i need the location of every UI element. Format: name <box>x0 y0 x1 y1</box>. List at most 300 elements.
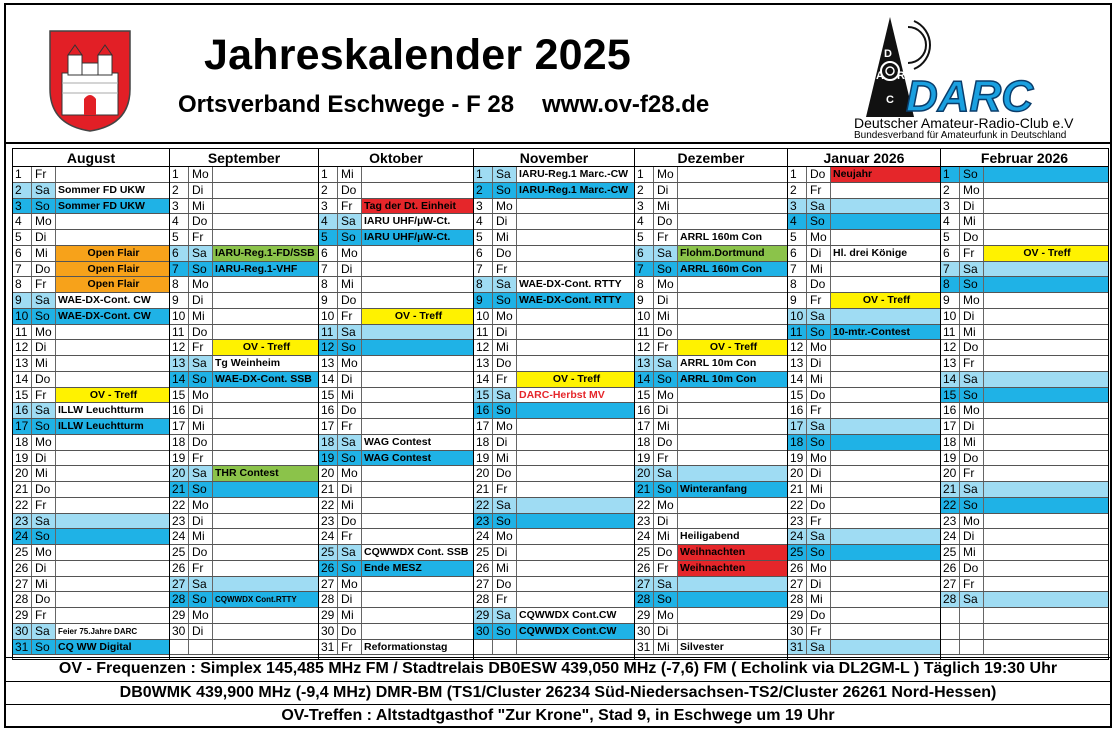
day-row <box>788 451 940 467</box>
day-number: 21 <box>474 482 493 497</box>
weekday: Sa <box>493 167 517 182</box>
day-event: CQWWDX Cont.CW <box>519 624 617 637</box>
day-row <box>170 482 318 498</box>
day-event: Heiligabend <box>680 530 740 543</box>
day-row <box>635 451 787 467</box>
day-event <box>831 230 940 245</box>
day-row <box>13 435 169 451</box>
day-number: 2 <box>474 183 493 198</box>
day-number: 2 <box>941 183 960 198</box>
day-event <box>362 608 473 623</box>
day-number: 20 <box>788 466 807 481</box>
day-number: 16 <box>474 403 493 418</box>
day-number: 12 <box>941 340 960 355</box>
day-number: 20 <box>13 466 32 481</box>
day-event <box>213 325 318 340</box>
day-number: 7 <box>319 262 338 277</box>
day-number: 18 <box>635 435 654 450</box>
website-link[interactable]: www.ov-f28.de <box>542 91 710 118</box>
day-event <box>56 466 169 481</box>
day-row <box>635 183 787 199</box>
darc-full-name: Deutscher Amateur-Radio-Club e.V <box>854 115 1074 131</box>
day-number: 26 <box>941 561 960 576</box>
day-number: 17 <box>788 419 807 434</box>
day-event: WAE-DX-Cont. RTTY <box>517 277 634 292</box>
weekday: Mo <box>189 167 213 182</box>
day-event <box>517 246 634 261</box>
day-row <box>635 608 787 624</box>
weekday: So <box>807 214 831 229</box>
weekday: Fr <box>960 356 984 371</box>
day-row <box>788 592 940 608</box>
weekday: Do <box>960 340 984 355</box>
day-event: CQWWDX Cont.CW <box>517 608 634 623</box>
weekday: Fr <box>338 529 362 544</box>
day-row <box>13 388 169 404</box>
day-row <box>13 372 169 388</box>
day-row <box>941 561 1108 577</box>
day-row <box>170 451 318 467</box>
day-number: 3 <box>941 199 960 214</box>
day-number: 23 <box>941 514 960 529</box>
day-number <box>170 640 189 655</box>
weekday: So <box>654 372 678 387</box>
day-event <box>517 199 634 214</box>
day-number: 31 <box>788 640 807 655</box>
day-number: 11 <box>788 325 807 340</box>
day-event <box>984 183 1108 198</box>
weekday: Fr <box>32 388 56 403</box>
day-row <box>941 545 1108 561</box>
day-event: Feier 75.Jahre DARC <box>56 624 169 639</box>
weekday: Mo <box>189 498 213 513</box>
weekday: So <box>807 435 831 450</box>
day-row <box>170 340 318 356</box>
day-number: 19 <box>941 451 960 466</box>
weekday: So <box>960 277 984 292</box>
day-row <box>635 214 787 230</box>
day-event <box>984 356 1108 371</box>
footer-dmr: DB0WMK 439,900 MHz (-9,4 MHz) DMR-BM (TS1/Cluster 26234 Süd-Niedersachsen-TS2/Cluster 26261 Nord-Hessen) <box>6 681 1110 705</box>
weekday: Mo <box>338 246 362 261</box>
weekday: Fr <box>493 482 517 497</box>
day-event <box>213 624 318 639</box>
day-number: 28 <box>788 592 807 607</box>
day-number: 16 <box>788 403 807 418</box>
day-number: 30 <box>170 624 189 639</box>
day-number: 22 <box>474 498 493 513</box>
month-column <box>940 148 1109 660</box>
weekday: Mo <box>960 403 984 418</box>
day-row <box>319 214 473 230</box>
day-event: OV - Treff <box>831 293 940 308</box>
day-number: 21 <box>13 482 32 497</box>
day-event <box>517 561 634 576</box>
day-number: 27 <box>319 577 338 592</box>
day-event <box>984 388 1108 403</box>
day-row <box>319 183 473 199</box>
day-row <box>941 340 1108 356</box>
day-row <box>941 514 1108 530</box>
weekday: Mo <box>189 608 213 623</box>
day-row <box>635 167 787 183</box>
day-number: 8 <box>941 277 960 292</box>
weekday: Do <box>654 325 678 340</box>
day-event <box>678 388 787 403</box>
weekday: Mi <box>654 640 678 655</box>
day-row <box>13 514 169 530</box>
weekday: So <box>493 624 517 639</box>
day-event <box>213 451 318 466</box>
day-row <box>474 545 634 561</box>
day-event: OV - Treff <box>984 246 1108 261</box>
day-row <box>170 167 318 183</box>
darc-letter-a: A <box>876 70 884 82</box>
weekday: Di <box>189 293 213 308</box>
day-number: 16 <box>13 403 32 418</box>
weekday: Mo <box>807 561 831 576</box>
weekday: Mi <box>189 309 213 324</box>
day-row <box>788 545 940 561</box>
day-number: 28 <box>474 592 493 607</box>
weekday: Di <box>960 199 984 214</box>
day-number: 3 <box>635 199 654 214</box>
day-event <box>678 277 787 292</box>
day-number: 18 <box>319 435 338 450</box>
calendar-frame <box>4 3 1112 728</box>
weekday: Sa <box>32 403 56 418</box>
day-row <box>635 372 787 388</box>
day-number: 10 <box>635 309 654 324</box>
weekday: So <box>654 482 678 497</box>
day-number: 18 <box>170 435 189 450</box>
day-number: 23 <box>474 514 493 529</box>
day-event: Hl. drei Könige <box>833 246 908 259</box>
day-row <box>788 262 940 278</box>
weekday: Do <box>493 356 517 371</box>
day-event: Ende MESZ <box>364 561 422 574</box>
day-number: 15 <box>788 388 807 403</box>
day-event: WAE-DX-Cont. SSB <box>215 372 312 385</box>
day-row <box>13 466 169 482</box>
weekday: Sa <box>960 592 984 607</box>
day-row <box>474 577 634 593</box>
eschwege-crest-icon <box>48 29 132 133</box>
weekday: Fr <box>32 277 56 292</box>
day-row <box>170 293 318 309</box>
day-event <box>56 561 169 576</box>
day-row <box>319 640 473 656</box>
weekday: Fr <box>654 451 678 466</box>
day-event <box>984 451 1108 466</box>
day-event <box>56 340 169 355</box>
day-row <box>13 482 169 498</box>
day-number: 16 <box>319 403 338 418</box>
day-number: 26 <box>635 561 654 576</box>
day-number: 4 <box>941 214 960 229</box>
day-row <box>13 293 169 309</box>
day-event <box>362 372 473 387</box>
weekday: Mo <box>960 514 984 529</box>
day-row <box>788 514 940 530</box>
day-row <box>474 498 634 514</box>
weekday: Fr <box>807 514 831 529</box>
day-number: 14 <box>474 372 493 387</box>
day-row <box>941 466 1108 482</box>
weekday: Fr <box>32 498 56 513</box>
day-row <box>941 356 1108 372</box>
day-event <box>56 577 169 592</box>
day-row <box>13 325 169 341</box>
day-event <box>56 608 169 623</box>
day-number: 3 <box>474 199 493 214</box>
weekday: Sa <box>338 325 362 340</box>
day-event: THR Contest <box>213 466 318 481</box>
weekday: Sa <box>654 577 678 592</box>
day-event <box>984 309 1108 324</box>
day-rows <box>941 167 1108 659</box>
day-event: CQWWDX Cont. SSB <box>362 545 473 560</box>
weekday: So <box>32 309 56 324</box>
day-row <box>788 435 940 451</box>
day-event <box>831 608 940 623</box>
day-rows <box>788 167 940 659</box>
day-event <box>517 545 634 560</box>
day-event <box>362 293 473 308</box>
day-number: 25 <box>941 545 960 560</box>
day-event <box>517 356 634 371</box>
day-event <box>362 514 473 529</box>
day-row <box>170 199 318 215</box>
day-row <box>635 514 787 530</box>
weekday: Mo <box>654 167 678 182</box>
day-event: Sommer FD UKW <box>56 183 169 198</box>
day-row <box>635 246 787 262</box>
day-event <box>213 167 318 182</box>
day-row <box>474 640 634 656</box>
weekday: Sa <box>960 262 984 277</box>
day-number: 13 <box>941 356 960 371</box>
day-number: 14 <box>13 372 32 387</box>
day-event <box>984 466 1108 481</box>
month-column <box>473 148 635 660</box>
day-row <box>474 561 634 577</box>
day-row <box>635 293 787 309</box>
day-number: 26 <box>170 561 189 576</box>
day-event <box>831 340 940 355</box>
day-number: 29 <box>13 608 32 623</box>
day-event <box>984 577 1108 592</box>
weekday: Di <box>654 624 678 639</box>
weekday: So <box>960 388 984 403</box>
day-row <box>635 230 787 246</box>
day-row <box>941 183 1108 199</box>
day-number: 12 <box>635 340 654 355</box>
weekday: Di <box>493 325 517 340</box>
day-number: 29 <box>788 608 807 623</box>
day-number: 13 <box>474 356 493 371</box>
day-event <box>213 183 318 198</box>
weekday: Sa <box>807 529 831 544</box>
weekday: So <box>493 403 517 418</box>
day-row <box>13 640 169 656</box>
day-number: 11 <box>13 325 32 340</box>
day-event: IARU-Reg.1-VHF <box>215 262 298 275</box>
day-number: 2 <box>788 183 807 198</box>
day-row <box>941 529 1108 545</box>
day-row <box>13 498 169 514</box>
day-event <box>517 451 634 466</box>
day-number: 20 <box>319 466 338 481</box>
weekday: Sa <box>493 498 517 513</box>
day-event: WAE-DX-Cont. CW <box>58 309 151 322</box>
day-number: 29 <box>170 608 189 623</box>
darc-tagline: Bundesverband für Amateurfunk in Deutschland <box>854 130 1067 141</box>
day-number: 11 <box>635 325 654 340</box>
day-event: OV - Treff <box>517 372 634 387</box>
day-row <box>170 388 318 404</box>
day-row <box>941 199 1108 215</box>
weekday: Di <box>807 466 831 481</box>
day-row <box>474 624 634 640</box>
day-number: 4 <box>319 214 338 229</box>
day-event <box>831 561 940 576</box>
day-number: 30 <box>788 624 807 639</box>
day-row <box>319 435 473 451</box>
day-number: 24 <box>635 529 654 544</box>
weekday: So <box>493 293 517 308</box>
weekday: Di <box>338 262 362 277</box>
day-number: 14 <box>941 372 960 387</box>
day-number: 24 <box>474 529 493 544</box>
day-number: 26 <box>788 561 807 576</box>
day-number: 16 <box>170 403 189 418</box>
day-row <box>170 529 318 545</box>
weekday: Mi <box>189 419 213 434</box>
day-number: 12 <box>170 340 189 355</box>
weekday: Di <box>32 340 56 355</box>
day-event: Flohm.Dortmund <box>678 246 787 261</box>
weekday: Mi <box>338 167 362 182</box>
day-event <box>678 592 787 607</box>
day-event <box>831 624 940 639</box>
weekday: Mo <box>189 277 213 292</box>
day-number: 20 <box>170 466 189 481</box>
day-row <box>170 498 318 514</box>
weekday: Mi <box>807 482 831 497</box>
day-number: 13 <box>13 356 32 371</box>
day-number: 13 <box>788 356 807 371</box>
day-row <box>635 388 787 404</box>
day-row <box>474 592 634 608</box>
day-number: 22 <box>788 498 807 513</box>
day-number: 29 <box>319 608 338 623</box>
weekday: Do <box>807 167 831 182</box>
day-number: 25 <box>319 545 338 560</box>
day-row <box>941 214 1108 230</box>
day-row <box>941 624 1108 640</box>
day-event <box>362 325 473 340</box>
day-event <box>213 214 318 229</box>
day-event <box>517 482 634 497</box>
weekday: Di <box>338 592 362 607</box>
day-event <box>984 419 1108 434</box>
day-number: 23 <box>319 514 338 529</box>
day-event: WAE-DX-Cont. RTTY <box>519 294 622 306</box>
day-row <box>170 246 318 262</box>
weekday: Di <box>493 435 517 450</box>
weekday: Mi <box>189 529 213 544</box>
weekday: Fr <box>189 561 213 576</box>
day-number: 7 <box>474 262 493 277</box>
day-row <box>170 183 318 199</box>
month-header: Oktober <box>319 149 473 167</box>
day-row <box>788 230 940 246</box>
day-row <box>13 199 169 215</box>
day-row <box>941 577 1108 593</box>
day-event <box>831 403 940 418</box>
day-event: CQWWDX Cont.RTTY <box>215 595 297 605</box>
day-event <box>984 498 1108 513</box>
day-number: 2 <box>13 183 32 198</box>
day-event <box>362 388 473 403</box>
day-row <box>13 561 169 577</box>
day-event: ARRL 160m Con <box>680 231 763 243</box>
day-row <box>474 388 634 404</box>
weekday: So <box>960 167 984 182</box>
day-row <box>788 608 940 624</box>
weekday: Do <box>32 372 56 387</box>
day-rows <box>319 167 473 659</box>
weekday <box>960 624 984 639</box>
weekday: So <box>189 372 213 387</box>
day-number: 30 <box>474 624 493 639</box>
day-number: 9 <box>474 293 493 308</box>
day-number: 7 <box>635 262 654 277</box>
day-event <box>831 262 940 277</box>
day-number: 28 <box>941 592 960 607</box>
weekday: Mi <box>960 435 984 450</box>
day-event: Tg Weinheim <box>213 356 318 371</box>
day-event: Tag der Dt. Einheit <box>362 199 473 214</box>
weekday: Mo <box>338 356 362 371</box>
day-event: Sommer FD UKW <box>58 199 145 212</box>
day-row <box>319 325 473 341</box>
day-event <box>984 545 1108 560</box>
day-event <box>984 624 1108 639</box>
day-event <box>984 277 1108 292</box>
weekday: Mo <box>960 293 984 308</box>
weekday: Sa <box>807 640 831 655</box>
weekday: Sa <box>32 514 56 529</box>
weekday: Di <box>338 372 362 387</box>
day-row <box>474 356 634 372</box>
day-row <box>788 419 940 435</box>
day-number: 9 <box>788 293 807 308</box>
weekday: Fr <box>338 640 362 655</box>
weekday: Sa <box>807 419 831 434</box>
weekday: Sa <box>189 577 213 592</box>
day-number: 8 <box>474 277 493 292</box>
day-event <box>984 325 1108 340</box>
weekday: So <box>493 514 517 529</box>
day-event <box>56 545 169 560</box>
day-row <box>319 624 473 640</box>
day-number: 25 <box>474 545 493 560</box>
day-event <box>984 372 1108 387</box>
weekday: Do <box>32 592 56 607</box>
weekday: Mi <box>493 230 517 245</box>
